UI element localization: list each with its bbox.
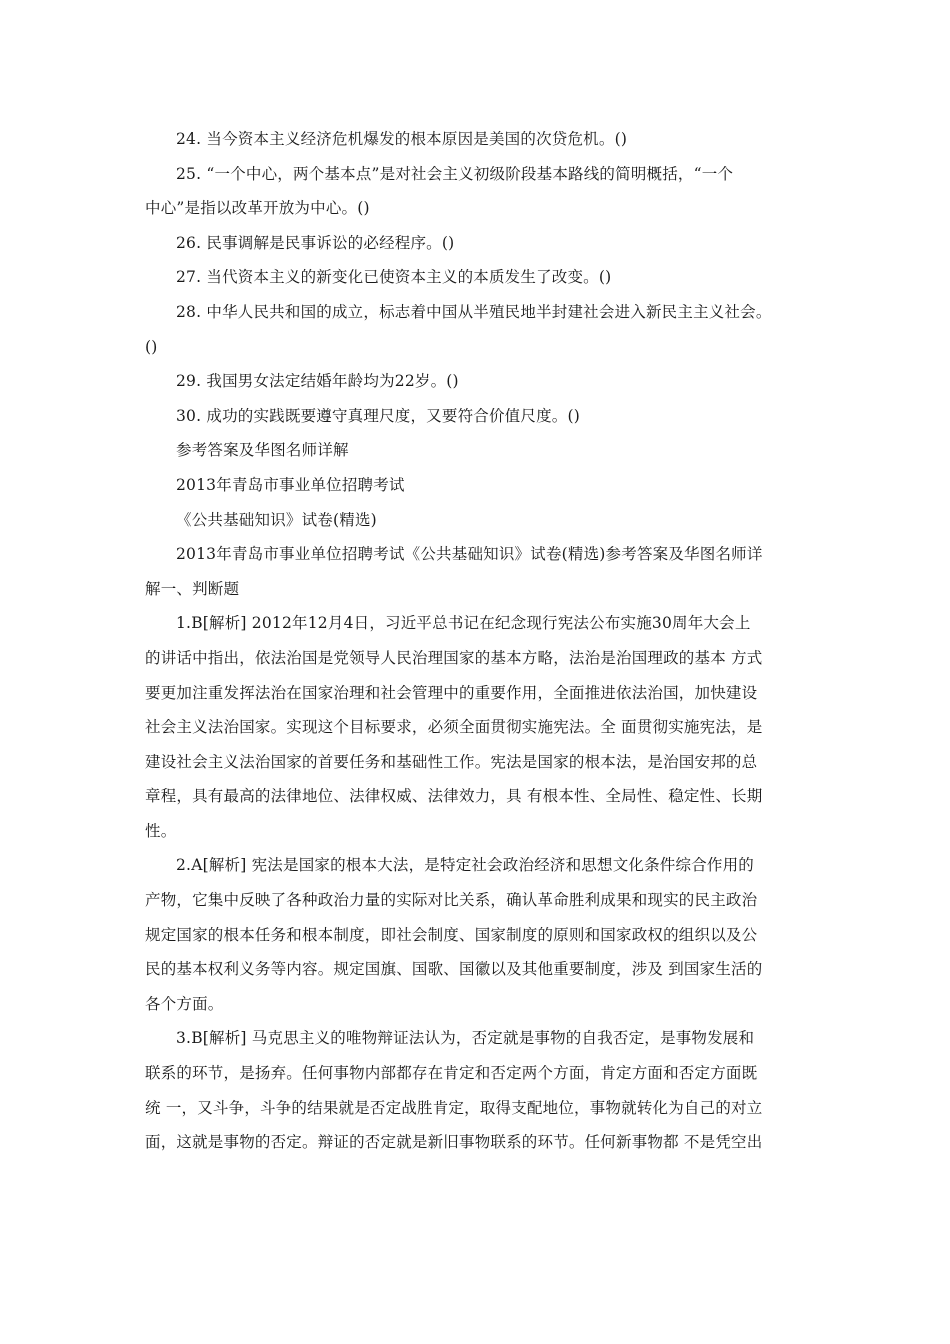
text-line: 1.B[解析] 2012年12月4日，习近平总书记在纪念现行宪法公布实施30周年大会上 (176, 614, 751, 633)
text-line: () (145, 337, 158, 356)
text-line: 规定国家的根本任务和根本制度，即社会制度、国家制度的原则和国家政权的组织以及公 (145, 925, 758, 944)
text-line: 章程，具有最高的法律地位、法律权威、法律效力，具 有根本性、全局性、稳定性、长期 (145, 787, 763, 806)
text-line: 社会主义法治国家。实现这个目标要求，必须全面贯彻实施宪法。全 面贯彻实施宪法，是 (145, 718, 763, 737)
text-line: 25. “一个中心，两个基本点”是对社会主义初级阶段基本路线的简明概括，“一个 (176, 164, 734, 183)
text-line: 30. 成功的实践既要遵守真理尺度，又要符合价值尺度。() (176, 406, 580, 425)
text-line: 《公共基础知识》试卷(精选) (176, 510, 377, 529)
text-line: 参考答案及华图名师详解 (176, 441, 349, 460)
text-line: 29. 我国男女法定结婚年龄均为22岁。() (176, 372, 459, 391)
text-line: 26. 民事调解是民事诉讼的必经程序。() (176, 233, 455, 252)
text-line: 解一、判断题 (145, 579, 240, 598)
text-line: 要更加注重发挥法治在国家治理和社会管理中的重要作用，全面推进依法治国，加快建设 (145, 683, 758, 702)
text-line: 3.B[解析] 马克思主义的唯物辩证法认为，否定就是事物的自我否定，是事物发展和 (176, 1029, 755, 1048)
text-line: 24. 当今资本主义经济危机爆发的根本原因是美国的次贷危机。() (176, 130, 628, 148)
text-line: 2013年青岛市事业单位招聘考试《公共基础知识》试卷(精选)参考答案及华图名师详 (176, 545, 763, 564)
text-line: 产物，它集中反映了各种政治力量的实际对比关系，确认革命胜利成果和现实的民主政治 (145, 891, 758, 910)
text-line: 统 一，又斗争，斗争的结果就是否定战胜肯定，取得支配地位，事物就转化为自己的对立 (145, 1098, 763, 1117)
text-line: 民的基本权利义务等内容。规定国旗、国歌、国徽以及其他重要制度，涉及 到国家生活的 (145, 960, 763, 979)
text-line: 中心”是指以改革开放为中心。() (145, 199, 370, 218)
text-line: 27. 当代资本主义的新变化已使资本主义的本质发生了改变。() (176, 268, 612, 287)
text-line: 联系的环节，是扬弃。任何事物内部都存在肯定和否定两个方面，肯定方面和否定方面既 (145, 1064, 758, 1083)
text-line: 2013年青岛市事业单位招聘考试 (176, 475, 405, 494)
text-line: 建设社会主义法治国家的首要任务和基础性工作。宪法是国家的根本法，是治国安邦的总 (145, 752, 758, 771)
document-page (145, 122, 817, 1160)
text-line: 28. 中华人民共和国的成立，标志着中国从半殖民地半封建社会进入新民主主义社会。 (176, 302, 772, 321)
text-line: 面，这就是事物的否定。辩证的否定就是新旧事物联系的环节。任何新事物都 不是凭空出 (145, 1133, 763, 1152)
text-line: 性。 (145, 821, 177, 840)
text-line: 各个方面。 (145, 994, 224, 1013)
text-line: 的讲话中指出，依法治国是党领导人民治理国家的基本方略，法治是治国理政的基本 方式 (145, 648, 763, 667)
text-line: 2.A[解析] 宪法是国家的根本大法，是特定社会政治经济和思想文化条件综合作用的 (176, 856, 755, 875)
